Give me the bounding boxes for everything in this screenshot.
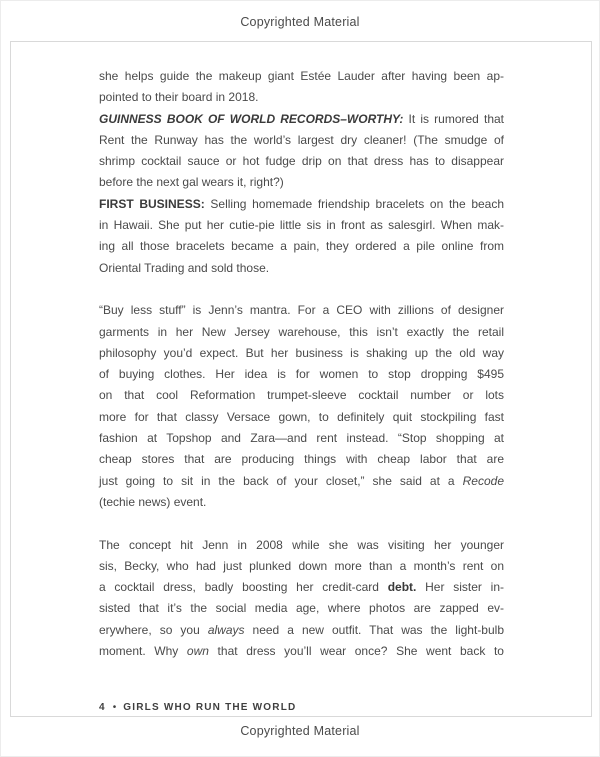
text-segment: The concept hit Jenn in 2008 while she was visiting her younger bbox=[99, 537, 504, 552]
page-text bbox=[99, 66, 504, 662]
footer-bullet: • bbox=[112, 702, 117, 713]
page-footer bbox=[99, 702, 296, 713]
text-line bbox=[99, 364, 504, 385]
text-line bbox=[99, 577, 504, 598]
text-segment: of buying clothes. Her idea is for women to stop dropping $495 bbox=[99, 367, 504, 382]
text-line bbox=[99, 471, 504, 492]
text-line bbox=[99, 535, 504, 556]
footer-page-number: 4 bbox=[99, 702, 106, 713]
text-line bbox=[99, 109, 504, 130]
text-line bbox=[99, 407, 504, 428]
text-segment: sisted that it’s the social media age, where photos are zapped ev- bbox=[99, 601, 504, 616]
text-line bbox=[99, 87, 504, 108]
text-line bbox=[99, 236, 504, 257]
text-segment: It is rumored that bbox=[403, 111, 504, 126]
text-line bbox=[99, 322, 504, 343]
text-segment: before the next gal wears it, right?) bbox=[99, 175, 284, 190]
copyright-notice-top: Copyrighted Material bbox=[240, 15, 360, 29]
text-line bbox=[99, 343, 504, 364]
text-segment: pointed to their board in 2018. bbox=[99, 90, 259, 105]
text-segment: philosophy you’d expect. But her business is shaking up the old way bbox=[99, 345, 504, 360]
text-segment: more for that classy Versace gown, to definitely quit stockpiling fast bbox=[99, 409, 504, 424]
text-line bbox=[99, 620, 504, 641]
text-segment: Recode bbox=[462, 473, 504, 488]
text-segment: cheap stores that are producing things with cheap labor that are bbox=[99, 452, 504, 467]
text-segment: sis, Becky, who had just plunked down more than a month’s rent on bbox=[99, 558, 504, 573]
text-segment: moment. Why bbox=[99, 644, 187, 659]
paragraph bbox=[99, 194, 504, 279]
footer-book-title: GIRLS WHO RUN THE WORLD bbox=[123, 702, 297, 713]
text-segment: that dress you’ll wear once? She went back to bbox=[208, 644, 504, 659]
text-line bbox=[99, 258, 504, 279]
text-line bbox=[99, 385, 504, 406]
text-segment: she helps guide the makeup giant Estée Lauder after having been ap- bbox=[99, 69, 504, 83]
text-line bbox=[99, 66, 504, 87]
paragraph bbox=[99, 535, 504, 663]
text-segment: need a new outfit. That was the light-bulb bbox=[244, 622, 504, 637]
text-line bbox=[99, 172, 504, 193]
text-segment: Oriental Trading and sold those. bbox=[99, 260, 270, 275]
text-segment: shrimp cocktail sauce or hot fudge drip on that dress has to disappear bbox=[99, 154, 504, 169]
text-segment: always bbox=[207, 622, 245, 637]
paragraph bbox=[99, 109, 504, 194]
text-segment: on that cool Reformation trumpet-sleeve cocktail number or lots bbox=[99, 388, 504, 403]
text-segment: own bbox=[186, 644, 209, 659]
copyright-notice-bottom: Copyrighted Material bbox=[240, 724, 360, 738]
text-line bbox=[99, 641, 504, 662]
paragraph bbox=[99, 300, 504, 513]
text-segment: FIRST BUSINESS: bbox=[99, 196, 205, 211]
text-line bbox=[99, 556, 504, 577]
text-segment: erywhere, so you bbox=[99, 622, 208, 637]
text-line bbox=[99, 130, 504, 151]
text-line bbox=[99, 194, 504, 215]
text-line bbox=[99, 492, 504, 513]
text-segment: GUINNESS BOOK OF WORLD RECORDS–WORTHY: bbox=[99, 111, 404, 126]
text-segment: “Buy less stuff” is Jenn’s mantra. For a CEO with zillions of designer bbox=[99, 303, 504, 318]
text-segment: garments in her New Jersey warehouse, this isn’t exactly the retail bbox=[99, 324, 504, 339]
text-segment: Selling homemade friendship bracelets on the beach bbox=[204, 196, 505, 211]
text-segment: in Hawaii. She put her cutie-pie little sis in front as salesgirl. When mak- bbox=[99, 218, 504, 233]
text-segment: just going to sit in the back of your closet,” she said at a bbox=[99, 473, 463, 488]
text-line bbox=[99, 449, 504, 470]
text-segment: a cocktail dress, badly boosting her credit-card bbox=[99, 580, 388, 595]
text-segment: Her sister in- bbox=[416, 580, 504, 595]
text-line bbox=[99, 215, 504, 236]
text-segment: (techie news) event. bbox=[99, 494, 207, 509]
text-segment: fashion at Topshop and Zara—and rent instead. “Stop shopping at bbox=[99, 431, 504, 446]
text-segment: Rent the Runway has the world’s largest dry cleaner! (The smudge of bbox=[99, 132, 504, 147]
text-line bbox=[99, 151, 504, 172]
text-segment: ing all those bracelets became a pain, they ordered a pile online from bbox=[99, 239, 504, 254]
text-line bbox=[99, 300, 504, 321]
paragraph bbox=[99, 66, 504, 109]
text-line bbox=[99, 428, 504, 449]
text-segment: debt. bbox=[387, 580, 417, 595]
text-line bbox=[99, 598, 504, 619]
